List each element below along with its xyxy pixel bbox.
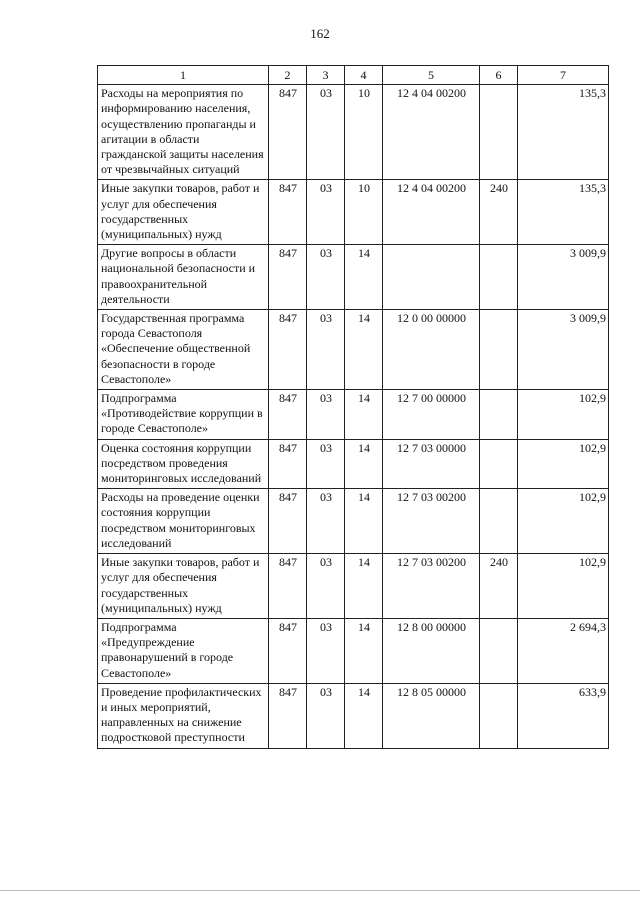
cell-expense-type: 240: [480, 180, 518, 245]
cell-name: Иные закупки товаров, работ и услуг для обеспечения государственных (муниципальных) нужд: [98, 554, 269, 619]
cell-section: 03: [307, 489, 345, 554]
cell-amount: 102,9: [518, 390, 609, 440]
cell-name: Подпрограмма «Предупреждение правонарушений в городе Севастополе»: [98, 618, 269, 683]
cell-section: 03: [307, 390, 345, 440]
cell-section: 03: [307, 245, 345, 310]
cell-amount: 3 009,9: [518, 245, 609, 310]
cell-section: 03: [307, 85, 345, 180]
table-row: [98, 310, 609, 390]
cell-subsection: 10: [345, 180, 383, 245]
cell-target-article: 12 7 03 00000: [383, 439, 480, 489]
cell-amount: 102,9: [518, 554, 609, 619]
cell-amount: 2 694,3: [518, 618, 609, 683]
column-header: 2: [269, 66, 307, 85]
cell-target-article: 12 4 04 00200: [383, 180, 480, 245]
cell-subsection: 14: [345, 683, 383, 748]
cell-target-article: [383, 245, 480, 310]
cell-expense-type: [480, 310, 518, 390]
cell-admin-code: 847: [269, 245, 307, 310]
cell-amount: 135,3: [518, 85, 609, 180]
table-row: [98, 390, 609, 440]
cell-admin-code: 847: [269, 554, 307, 619]
cell-name: Подпрограмма «Противодействие коррупции в городе Севастополе»: [98, 390, 269, 440]
column-header: 1: [98, 66, 269, 85]
cell-name: Проведение профилактических и иных мероприятий, направленных на снижение подростковой преступности: [98, 683, 269, 748]
table-row: [98, 683, 609, 748]
cell-admin-code: 847: [269, 439, 307, 489]
table-row: [98, 439, 609, 489]
cell-subsection: 14: [345, 310, 383, 390]
cell-target-article: 12 7 00 00000: [383, 390, 480, 440]
table-row: [98, 618, 609, 683]
cell-section: 03: [307, 683, 345, 748]
cell-expense-type: [480, 489, 518, 554]
table-row: [98, 85, 609, 180]
cell-expense-type: [480, 390, 518, 440]
cell-subsection: 10: [345, 85, 383, 180]
cell-target-article: 12 7 03 00200: [383, 489, 480, 554]
cell-subsection: 14: [345, 245, 383, 310]
cell-admin-code: 847: [269, 85, 307, 180]
cell-name: Оценка состояния коррупции посредством проведения мониторинговых исследований: [98, 439, 269, 489]
cell-admin-code: 847: [269, 390, 307, 440]
table-row: [98, 554, 609, 619]
cell-subsection: 14: [345, 554, 383, 619]
cell-expense-type: [480, 618, 518, 683]
cell-expense-type: [480, 439, 518, 489]
cell-amount: 633,9: [518, 683, 609, 748]
table-row: [98, 245, 609, 310]
cell-target-article: 12 8 05 00000: [383, 683, 480, 748]
cell-admin-code: 847: [269, 489, 307, 554]
budget-table: [97, 65, 609, 749]
table-row: [98, 489, 609, 554]
cell-name: Иные закупки товаров, работ и услуг для обеспечения государственных (муниципальных) нужд: [98, 180, 269, 245]
column-header: 6: [480, 66, 518, 85]
cell-expense-type: 240: [480, 554, 518, 619]
table-header-row: [98, 66, 609, 85]
table-row: [98, 180, 609, 245]
column-header: 5: [383, 66, 480, 85]
cell-target-article: 12 8 00 00000: [383, 618, 480, 683]
cell-amount: 102,9: [518, 489, 609, 554]
cell-amount: 135,3: [518, 180, 609, 245]
cell-target-article: 12 0 00 00000: [383, 310, 480, 390]
cell-admin-code: 847: [269, 683, 307, 748]
cell-target-article: 12 7 03 00200: [383, 554, 480, 619]
cell-target-article: 12 4 04 00200: [383, 85, 480, 180]
cell-expense-type: [480, 245, 518, 310]
cell-name: Расходы на проведение оценки состояния коррупции посредством мониторинговых исследований: [98, 489, 269, 554]
cell-expense-type: [480, 85, 518, 180]
cell-section: 03: [307, 439, 345, 489]
cell-section: 03: [307, 180, 345, 245]
cell-amount: 3 009,9: [518, 310, 609, 390]
cell-admin-code: 847: [269, 310, 307, 390]
cell-subsection: 14: [345, 390, 383, 440]
page-bottom-edge: [0, 890, 640, 891]
cell-section: 03: [307, 618, 345, 683]
page-number: 162: [310, 26, 330, 41]
cell-name: Расходы на мероприятия по информированию населения, осуществлению пропаганды и агитации в области гражданской защиты населения от чрезвычайных ситуаций: [98, 85, 269, 180]
cell-subsection: 14: [345, 489, 383, 554]
cell-section: 03: [307, 554, 345, 619]
cell-subsection: 14: [345, 618, 383, 683]
cell-expense-type: [480, 683, 518, 748]
column-header: 3: [307, 66, 345, 85]
cell-section: 03: [307, 310, 345, 390]
cell-amount: 102,9: [518, 439, 609, 489]
cell-subsection: 14: [345, 439, 383, 489]
column-header: 4: [345, 66, 383, 85]
cell-admin-code: 847: [269, 618, 307, 683]
cell-name: Другие вопросы в области национальной безопасности и правоохранительной деятельности: [98, 245, 269, 310]
cell-admin-code: 847: [269, 180, 307, 245]
cell-name: Государственная программа города Севастополя «Обеспечение общественной безопасности в городе Севастополе»: [98, 310, 269, 390]
column-header: 7: [518, 66, 609, 85]
